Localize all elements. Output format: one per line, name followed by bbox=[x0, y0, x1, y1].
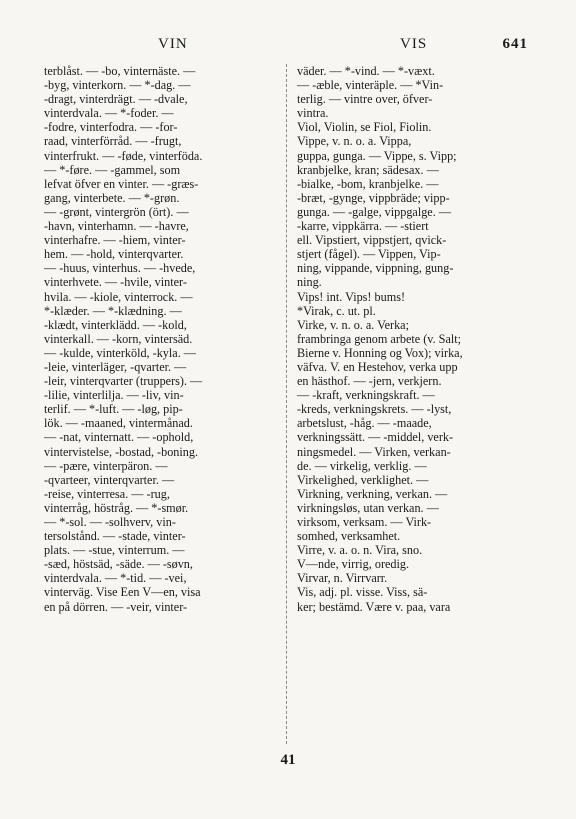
dictionary-line: verkningssätt. — -middel, verk- bbox=[297, 430, 454, 445]
dictionary-line: — *-føre. — -gammel, som bbox=[44, 162, 181, 177]
left-column bbox=[44, 64, 276, 744]
dictionary-line: vintra. bbox=[297, 106, 329, 121]
dictionary-line: terblåst. — -bo, vinternäste. — bbox=[44, 64, 196, 78]
dictionary-line: Viol, Violin, se Fiol, Fiolin. bbox=[297, 120, 432, 135]
dictionary-line: terlif. — *-luft. — -løg, pip- bbox=[44, 402, 183, 417]
dictionary-line: Vis, adj. pl. visse. Viss, sä- bbox=[297, 585, 428, 600]
dictionary-line: — -grønt, vintergrön (ört). — bbox=[44, 204, 189, 219]
running-header bbox=[48, 36, 528, 58]
dictionary-line: — *-sol. — -solhverv, vin- bbox=[44, 515, 176, 529]
page-number: 641 bbox=[502, 36, 528, 52]
column-divider bbox=[286, 64, 288, 744]
dictionary-line: -leir, vinterqvarter (truppers). — bbox=[44, 374, 203, 389]
dictionary-line: plats. — -stue, vinterrum. — bbox=[44, 543, 185, 558]
dictionary-line: virkningsløs, utan verkan. — bbox=[297, 500, 439, 515]
dictionary-line: gang, vinterbete. — *-grøn. bbox=[44, 190, 180, 205]
dictionary-line: en på dörren. — -veir, vinter- bbox=[44, 599, 188, 614]
right-column bbox=[297, 64, 529, 744]
dictionary-line: ker; bestämd. Være v. paa, vara bbox=[297, 599, 451, 614]
dictionary-line: virksom, verksam. — Virk- bbox=[297, 515, 432, 529]
dictionary-line: hvila. — -kiole, vinterrock. — bbox=[44, 289, 193, 304]
dictionary-line: — -pære, vinterpäron. — bbox=[44, 458, 168, 473]
dictionary-line: -fodre, vinterfodra. — -for- bbox=[44, 120, 178, 135]
dictionary-line: stjert (fågel). — Vippen, Vip- bbox=[297, 247, 441, 262]
dictionary-line: -qvarteer, vinterqvarter. — bbox=[44, 472, 175, 487]
dictionary-line: — -æble, vinteräple. — *Vin- bbox=[297, 78, 444, 93]
dictionary-line: V—nde, virrig, oredig. bbox=[297, 557, 410, 572]
dictionary-line: lök. — -maaned, vintermånad. bbox=[44, 416, 193, 431]
dictionary-line: -leie, vinterläger, -qvarter. — bbox=[44, 359, 187, 374]
dictionary-line: väder. — *-vind. — *-væxt. bbox=[297, 64, 435, 78]
dictionary-line: -bialke, -bom, kranbjelke. — bbox=[297, 176, 439, 191]
dictionary-line: Virre, v. a. o. n. Vira, sno. bbox=[297, 543, 423, 558]
dictionary-line: arbetslust, -håg. — -maade, bbox=[297, 416, 432, 431]
dictionary-line: vinterdvala. — *-tid. — -vei, bbox=[44, 571, 187, 586]
dictionary-line: Vips! int. Vips! bums! bbox=[297, 289, 406, 304]
dictionary-line: frambringa genom arbete (v. Salt; bbox=[297, 331, 462, 346]
dictionary-line: vintervistelse, -bostad, -boning. bbox=[44, 444, 199, 459]
dictionary-line: vinterkall. — -korn, vintersäd. bbox=[44, 331, 193, 346]
dictionary-line: -byg, vinterkorn. — *-dag. — bbox=[44, 78, 191, 93]
dictionary-line: Virkelighed, verklighet. — bbox=[297, 472, 429, 487]
dictionary-line: — -kulde, vinterköld, -kyla. — bbox=[44, 345, 196, 360]
dictionary-line: — -kraft, verkningskraft. — bbox=[297, 388, 435, 403]
dictionary-line: vinterhvete. — -hvile, vinter- bbox=[44, 275, 187, 290]
dictionary-line: vinterväg. Vise Een V—en, visa bbox=[44, 585, 201, 600]
dictionary-line: somhed, verksamhet. bbox=[297, 529, 401, 544]
dictionary-line: — -nat, vinternatt. — -ophold, bbox=[44, 430, 194, 445]
dictionary-line: guppa, gunga. — Vippe, s. Vipp; bbox=[297, 148, 457, 163]
dictionary-line: -reise, vinterresa. — -rug, bbox=[44, 486, 170, 501]
header-right-word: VIS bbox=[400, 36, 428, 52]
dictionary-line: vinterhafre. — -hiem, vinter- bbox=[44, 233, 186, 248]
signature-mark: 41 bbox=[280, 752, 296, 768]
dictionary-line: ell. Vipstiert, vippstjert, qvick- bbox=[297, 233, 447, 248]
dictionary-line: -lilie, vinterlilja. — -liv, vin- bbox=[44, 388, 184, 403]
dictionary-line: Vippe, v. n. o. a. Vippa, bbox=[297, 134, 412, 149]
dictionary-line: -bræt, -gynge, vippbräde; vipp- bbox=[297, 190, 450, 205]
dictionary-line: en hästhof. — -jern, verkjern. bbox=[297, 374, 442, 389]
dictionary-line: Virvar, n. Virrvarr. bbox=[297, 571, 388, 586]
dictionary-line: -karre, vippkärra. — -stiert bbox=[297, 219, 429, 234]
dictionary-line: gunga. — -galge, vippgalge. — bbox=[297, 204, 451, 219]
dictionary-line: terlig. — vintre over, öfver- bbox=[297, 92, 433, 107]
dictionary-line: ning, vippande, vippning, gung- bbox=[297, 261, 454, 276]
dictionary-line: *-klæder. — *-klædning. — bbox=[44, 303, 182, 318]
dictionary-line: raad, vinterförråd. — -frugt, bbox=[44, 134, 182, 149]
dictionary-line: väfva. V. en Hestehov, verka upp bbox=[297, 359, 458, 374]
dictionary-line: Virke, v. n. o. a. Verka; bbox=[297, 317, 409, 332]
dictionary-line: *Virak, c. ut. pl. bbox=[297, 303, 376, 318]
dictionary-line: -kreds, verkningskrets. — -lyst, bbox=[297, 402, 452, 417]
dictionary-line: hem. — -hold, vinterqvarter. bbox=[44, 247, 184, 262]
dictionary-line: ningsmedel. — Virken, verkan- bbox=[297, 444, 451, 459]
dictionary-line: -havn, vinterhamn. — -havre, bbox=[44, 219, 189, 234]
dictionary-line: ning. bbox=[297, 275, 322, 290]
dictionary-line: de. — virkelig, verklig. — bbox=[297, 458, 427, 473]
dictionary-line: vinterråg, höstråg. — *-smør. bbox=[44, 500, 189, 515]
dictionary-line: lefvat öfver en vinter. — -græs- bbox=[44, 176, 199, 191]
dictionary-line: Bierne v. Honning og Vox); virka, bbox=[297, 345, 463, 360]
dictionary-line: Virkning, verkning, verkan. — bbox=[297, 486, 448, 501]
dictionary-line: -sæd, höstsäd, -säde. — -søvn, bbox=[44, 557, 193, 572]
header-left-word: VIN bbox=[158, 36, 188, 52]
dictionary-line: vinterdvala. — *-foder. — bbox=[44, 106, 174, 121]
dictionary-line: — -huus, vinterhus. — -hvede, bbox=[44, 261, 196, 276]
dictionary-line: -klædt, vinterklädd. — -kold, bbox=[44, 317, 187, 332]
dictionary-line: kranbjelke, kran; sädesax. — bbox=[297, 162, 439, 177]
dictionary-line: vinterfrukt. — -føde, vinterföda. bbox=[44, 148, 203, 163]
dictionary-line: -dragt, vinterdrägt. — -dvale, bbox=[44, 92, 188, 107]
dictionary-line: tersolstånd. — -stade, vinter- bbox=[44, 529, 186, 544]
